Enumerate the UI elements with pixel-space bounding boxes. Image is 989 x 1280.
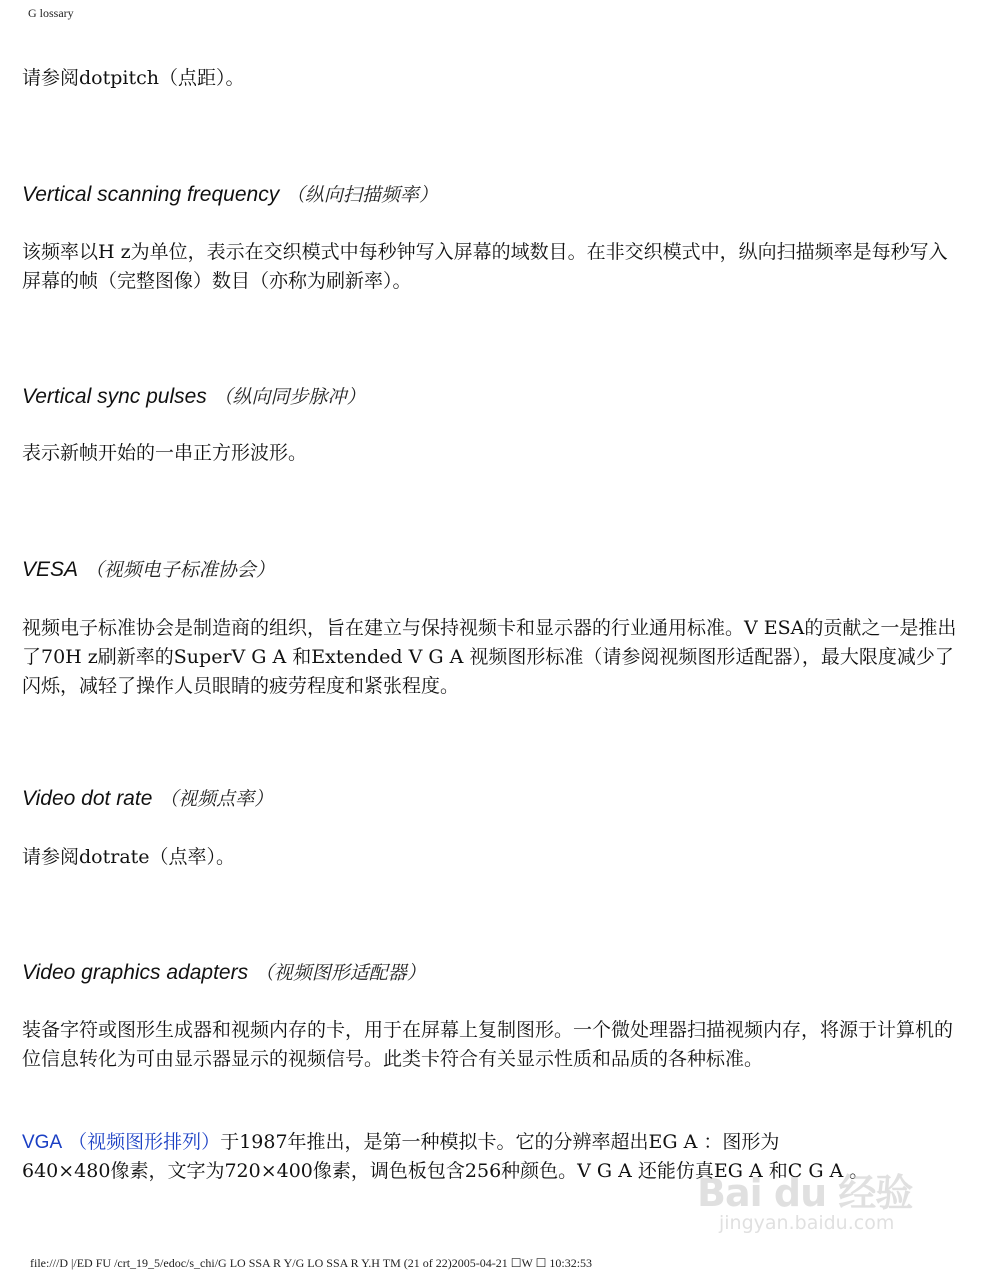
entry-vertical-scanning-body: [22, 238, 962, 296]
term-english: Video dot rate: [22, 787, 153, 810]
term-heading: [22, 784, 962, 813]
entry-vesa: [22, 555, 962, 584]
term-chinese: （视频点率）: [159, 788, 274, 810]
watermark-url: jingyan.baidu.com: [719, 1212, 895, 1234]
entry-video-dot-rate-body: [22, 843, 962, 872]
entry-paragraph: 装备字符或图形生成器和视频内存的卡，用于在屏幕上复制图形。一个微处理器扫描视频内存，将源于计算机的位信息转化为可由显示器显示的视频信号。此类卡符合有关显示性质和品质的各种标准。: [22, 1019, 954, 1070]
vga-text-line-1: 于1987年推出，是第一种模拟卡。它的分辨率超出EG A ：图形为: [220, 1131, 780, 1153]
vga-text-line-2: 640×480像素，文字为720×400像素，调色板包含256种颜色。V G A 还能仿真EG A 和C G A 。: [22, 1160, 869, 1182]
vga-line-1: [22, 1128, 962, 1157]
entry-paragraph: 请参阅dotpitch（点距）。: [22, 67, 245, 89]
vga-link-chinese[interactable]: （视频图形排列）: [68, 1131, 221, 1153]
entry-vertical-sync-body: [22, 439, 962, 468]
entry-vertical-sync: [22, 382, 962, 411]
entry-video-dot-rate: [22, 784, 962, 813]
page-header: G lossary: [28, 6, 74, 20]
vga-link[interactable]: [22, 1131, 220, 1153]
term-english: Video graphics adapters: [22, 961, 249, 984]
term-chinese: （纵向扫描频率）: [285, 184, 438, 206]
entry-paragraph: 表示新帧开始的一串正方形波形。: [22, 442, 308, 464]
vga-link-english[interactable]: VGA: [22, 1132, 63, 1153]
entry-paragraph: 请参阅dotrate（点率）。: [22, 846, 236, 868]
entry-video-graphics-adapters: [22, 958, 962, 987]
term-english: VESA: [22, 558, 79, 581]
baidu-logo-icon: Bai du 经验: [697, 1171, 913, 1215]
term-heading: [22, 180, 962, 209]
term-heading: [22, 958, 962, 987]
entry-paragraph: 视频电子标准协会是制造商的组织，旨在建立与保持视频卡和显示器的行业通用标准。V ESA的贡献之一是推出了70H z刷新率的SuperV G A 和Extended V G A 视频图形标准（请参阅视频图形适配器），最大限度减少了闪烁，减轻了操作人员眼睛的疲劳程度和紧张程度。: [22, 617, 957, 697]
term-heading: [22, 382, 962, 411]
page-footer: file:///D |/ED FU /crt_19_5/edoc/s_chi/G LO SSA R Y/G LO SSA R Y.H TM (21 of 22)2005-04-21 ☐W ☐ 10:32:53: [30, 1256, 593, 1270]
term-chinese: （纵向同步脉冲）: [213, 386, 366, 408]
baidu-watermark: [697, 1162, 927, 1244]
term-chinese: （视频电子标准协会）: [84, 559, 275, 581]
entry-vesa-body: [22, 614, 962, 701]
entry-video-graphics-adapters-body: [22, 1016, 962, 1074]
term-english: Vertical scanning frequency: [22, 183, 280, 206]
term-heading: [22, 555, 962, 584]
entry-paragraph: 该频率以H z为单位，表示在交织模式中每秒钟写入屏幕的域数目。在非交织模式中，纵向扫描频率是每秒写入屏幕的帧（完整图像）数目（亦称为刷新率）。: [22, 241, 948, 292]
entry-dotpitch-ref: [22, 64, 962, 93]
entry-vertical-scanning: [22, 180, 962, 209]
term-english: Vertical sync pulses: [22, 385, 207, 408]
term-chinese: （视频图形适配器）: [254, 962, 426, 984]
